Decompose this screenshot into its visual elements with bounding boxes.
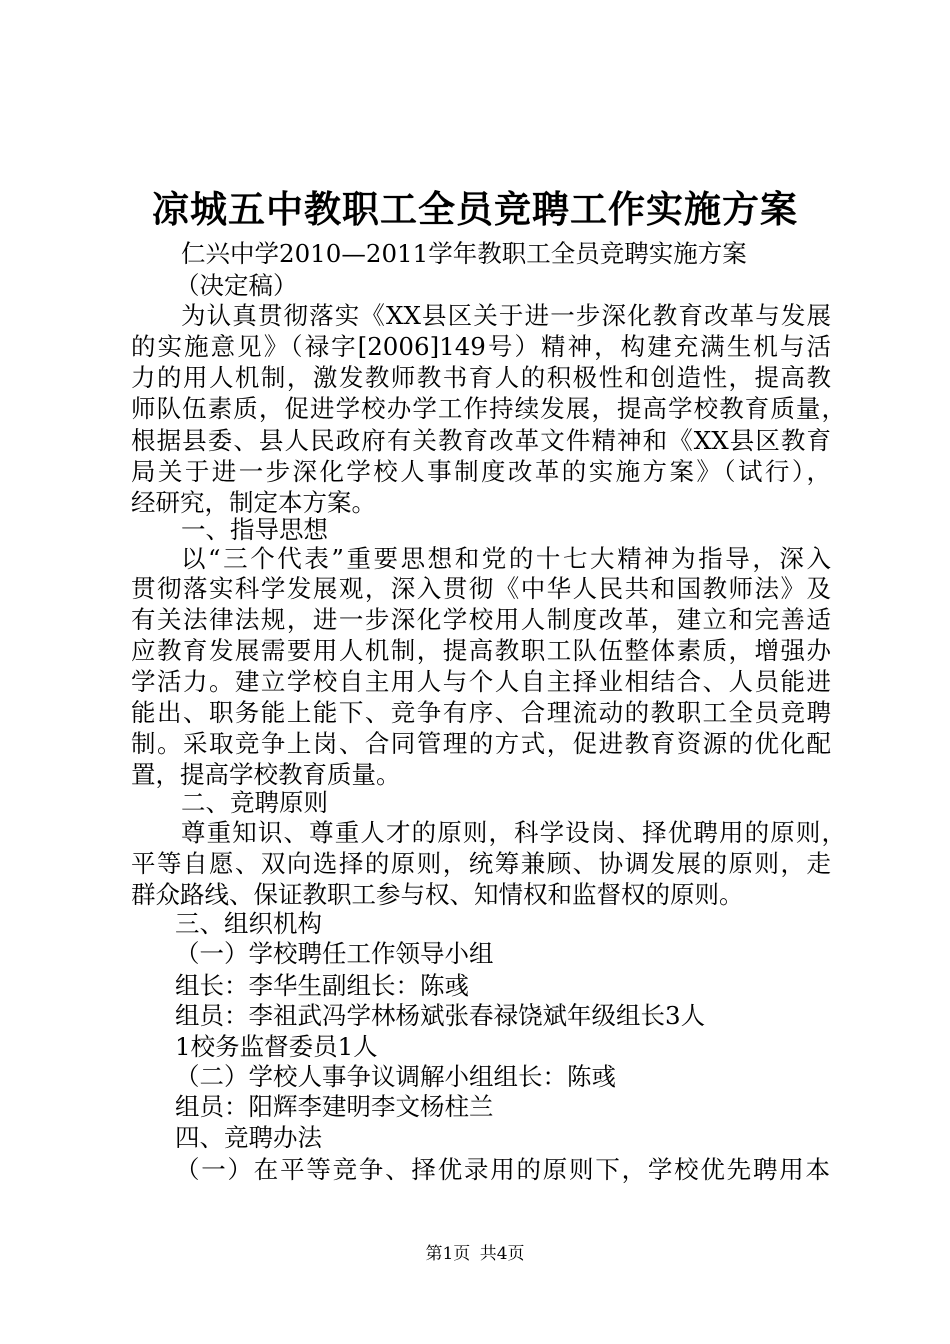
body-line: 一、指导思想 (181, 515, 328, 544)
page-footer (0, 1243, 950, 1265)
body-line: 的实施意见》（禄字[2006]149号）精神，构建充满生机与活 (131, 332, 831, 361)
body-line: 二、竞聘原则 (181, 788, 328, 817)
body-line: 学活力。建立学校自主用人与个人自主择业相结合、人员能进 (131, 667, 831, 696)
body-line: 为认真贯彻落实《XX县区关于进一步深化教育改革与发展 (181, 301, 831, 330)
body-line: 师队伍素质，促进学校办学工作持续发展，提高学校教育质量， (131, 394, 846, 423)
body-line: 平等自愿、双向选择的原则，统筹兼顾、协调发展的原则，走 (131, 849, 831, 878)
document-title: 凉城五中教职工全员竞聘工作实施方案 (152, 187, 798, 231)
body-line: 组员：李祖武冯学林杨斌张春禄饶斌年级组长3人 (175, 1001, 706, 1030)
body-line: 仁兴中学2010—2011学年教职工全员竞聘实施方案 (181, 239, 747, 268)
body-line: 组长：李华生副组长：陈彧 (175, 971, 469, 1000)
page-total: 共4页 (479, 1244, 525, 1264)
body-line: 局关于进一步深化学校人事制度改革的实施方案》（试行）， (131, 457, 831, 486)
body-line: 力的用人机制，激发教师教书育人的积极性和创造性，提高教 (131, 363, 831, 392)
body-line: 群众路线、保证教职工参与权、知情权和监督权的原则。 (131, 880, 744, 909)
body-line: （一）在平等竞争、择优录用的原则下，学校优先聘用本 (175, 1155, 830, 1184)
body-line: 三、组织机构 (175, 909, 322, 938)
body-line: 尊重知识、尊重人才的原则，科学设岗、择优聘用的原则， (181, 818, 846, 847)
body-line: （一）学校聘任工作领导小组 (175, 939, 494, 968)
body-line: 有关法律法规，进一步深化学校用人制度改革，建立和完善适 (131, 605, 831, 634)
body-line: （决定稿） (175, 271, 298, 300)
body-line: 组员：阳辉李建明李文杨柱兰 (175, 1092, 494, 1121)
body-line: 制。采取竞争上岗、合同管理的方式，促进教育资源的优化配 (131, 729, 831, 758)
body-line: 经研究，制定本方案。 (131, 488, 376, 517)
body-line: 1校务监督委员1人 (175, 1032, 378, 1061)
body-line: 贯彻落实科学发展观，深入贯彻《中华人民共和国教师法》及 (131, 574, 831, 603)
body-line: 以“三个代表”重要思想和党的十七大精神为指导，深入 (181, 544, 831, 573)
body-line: 应教育发展需要用人机制，提高教职工队伍整体素质，增强办 (131, 636, 831, 665)
body-line: 根据县委、县人民政府有关教育改革文件精神和《XX县区教育 (131, 426, 831, 455)
body-line: 置，提高学校教育质量。 (131, 760, 401, 789)
body-line: 四、竞聘办法 (175, 1123, 322, 1152)
body-line: 能出、职务能上能下、竞争有序、合理流动的教职工全员竞聘 (131, 698, 831, 727)
page-number: 第1页 (425, 1244, 471, 1264)
body-line: （二）学校人事争议调解小组组长：陈彧 (175, 1062, 616, 1091)
